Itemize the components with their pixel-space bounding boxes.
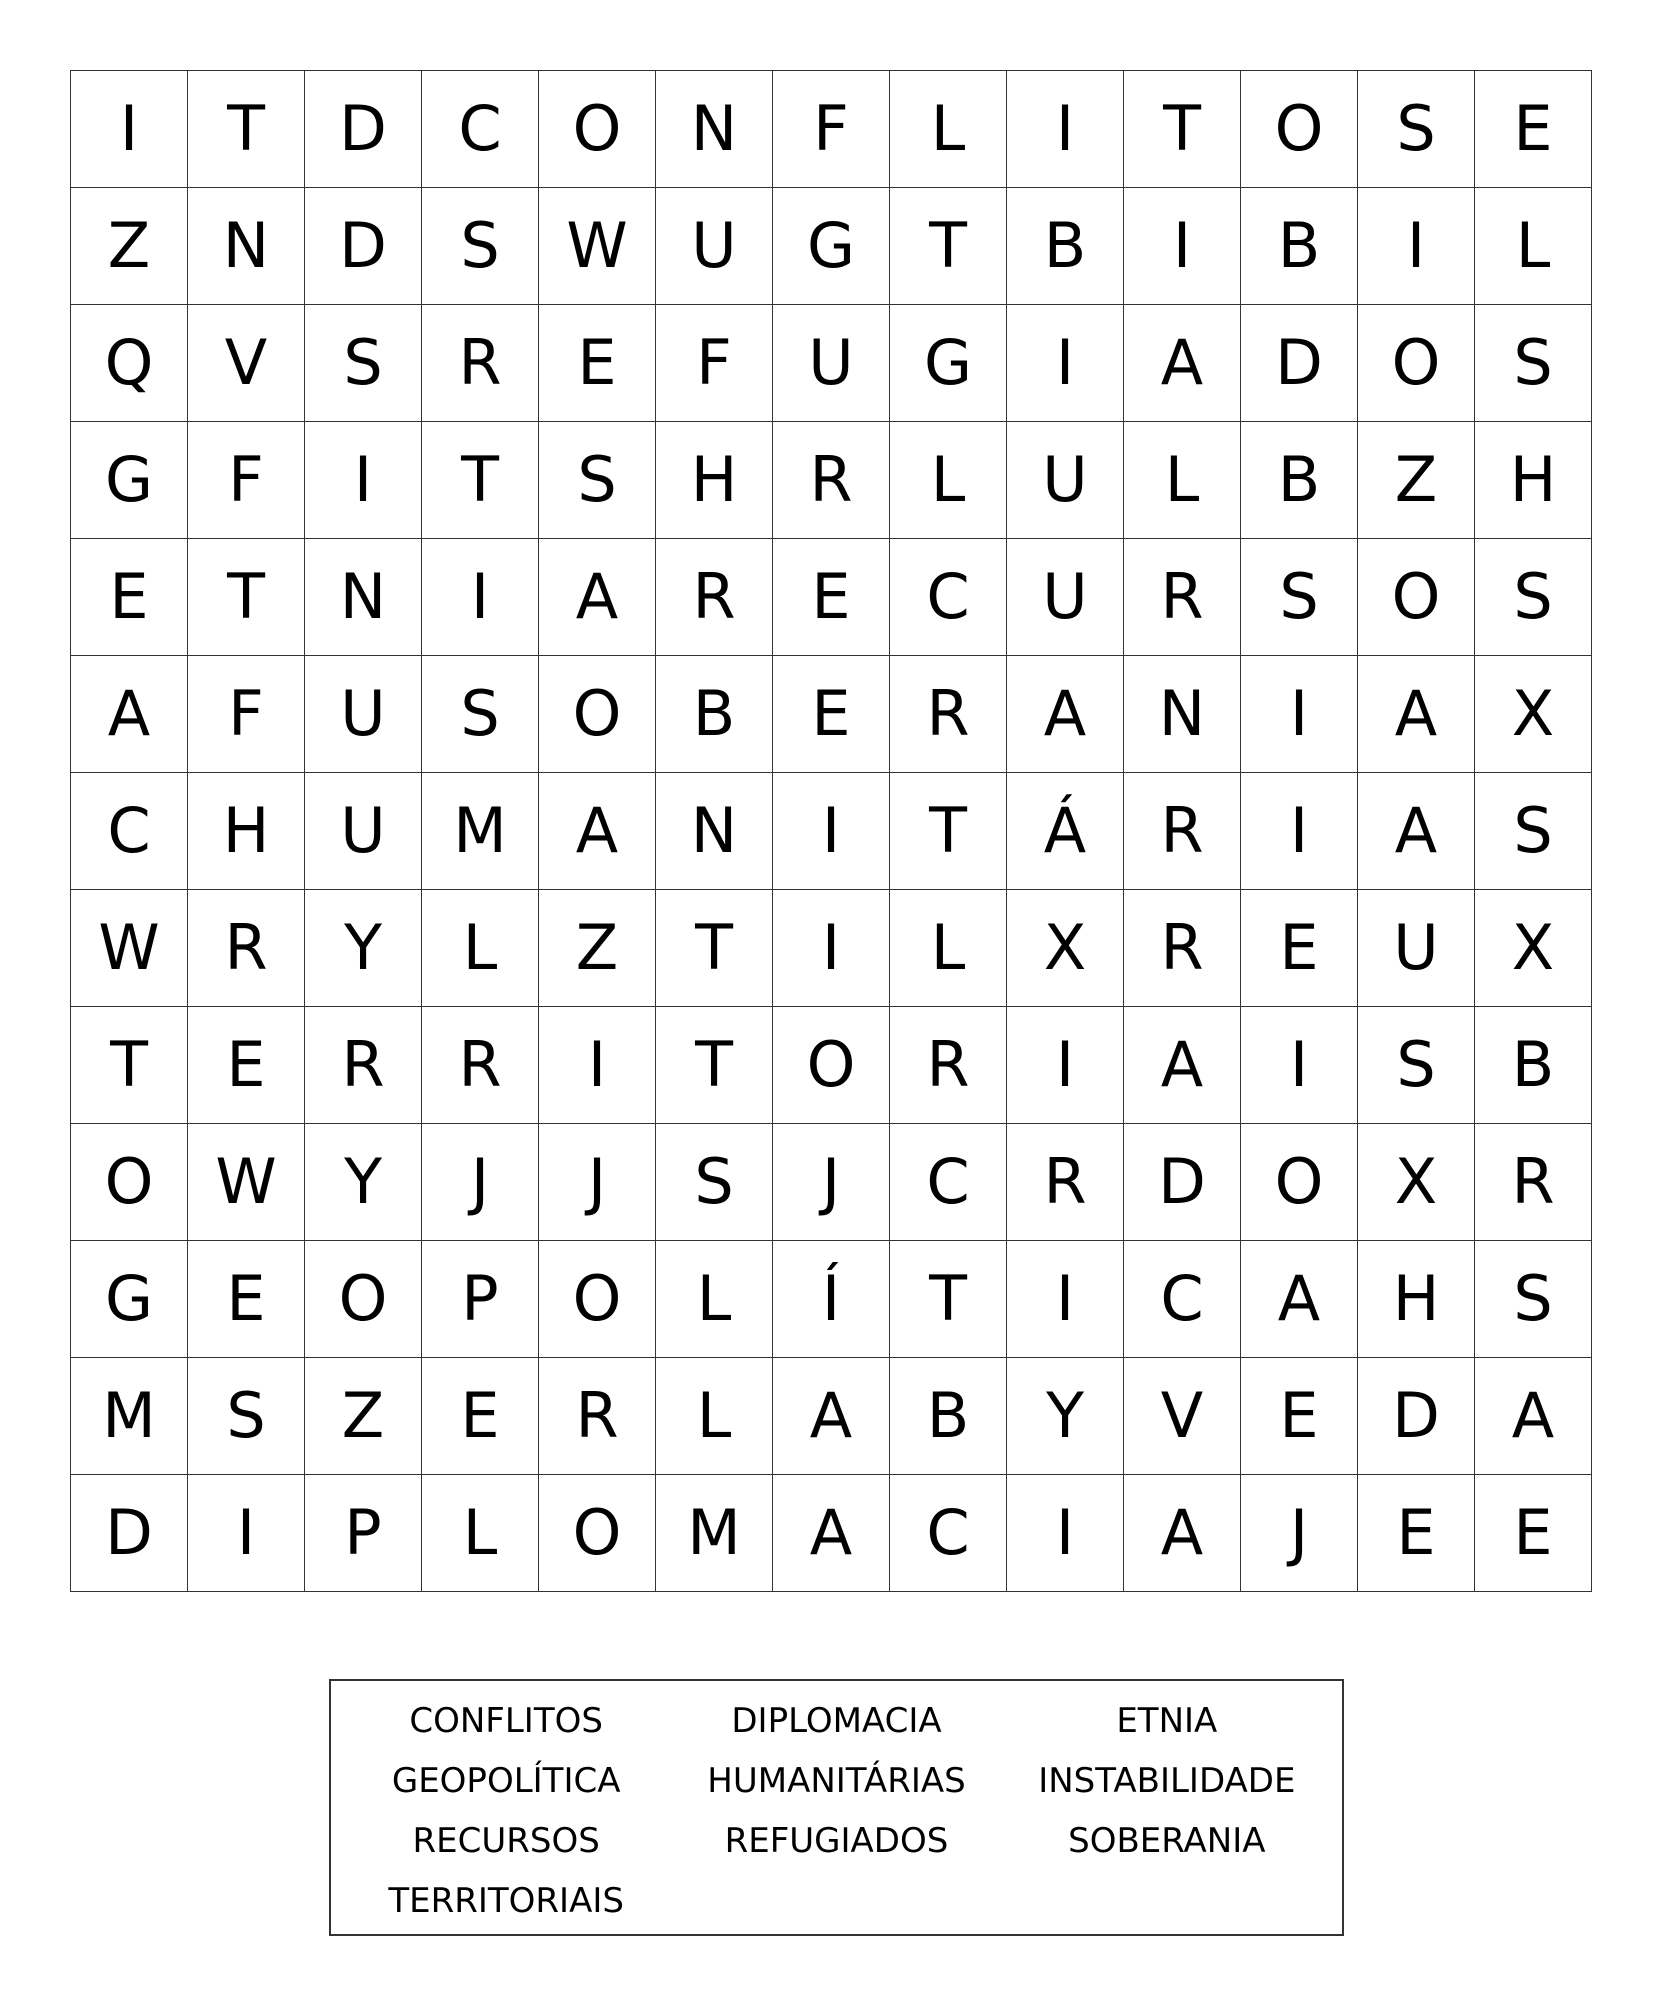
letter-cell[interactable]: I [1241, 656, 1358, 773]
letter-cell[interactable]: I [188, 1475, 305, 1592]
letter-cell[interactable]: G [890, 305, 1007, 422]
letter-cell[interactable]: R [539, 1358, 656, 1475]
letter-cell[interactable]: B [1007, 188, 1124, 305]
letter-cell[interactable]: T [656, 1007, 773, 1124]
word-bank-item: DIPLOMACIA [731, 1701, 942, 1741]
grid-row [71, 773, 1592, 890]
letter-cell[interactable]: T [656, 890, 773, 1007]
letter-cell[interactable]: R [305, 1007, 422, 1124]
letter-cell[interactable]: V [188, 305, 305, 422]
letter-cell[interactable]: A [1007, 656, 1124, 773]
letter-cell[interactable]: M [656, 1475, 773, 1592]
letter-cell[interactable]: S [305, 305, 422, 422]
letter-cell[interactable]: D [1241, 305, 1358, 422]
letter-cell[interactable]: A [773, 1475, 890, 1592]
letter-cell[interactable]: L [1475, 188, 1592, 305]
letter-cell[interactable]: F [188, 656, 305, 773]
letter-cell[interactable]: C [890, 539, 1007, 656]
letter-cell[interactable]: O [773, 1007, 890, 1124]
letter-cell[interactable]: N [656, 71, 773, 188]
letter-cell[interactable]: A [71, 656, 188, 773]
letter-cell[interactable]: I [1007, 1241, 1124, 1358]
letter-cell[interactable]: R [1124, 539, 1241, 656]
letter-cell[interactable]: E [71, 539, 188, 656]
letter-cell[interactable]: E [1475, 1475, 1592, 1592]
letter-cell[interactable]: T [422, 422, 539, 539]
letter-cell[interactable]: U [773, 305, 890, 422]
letter-cell[interactable]: Y [1007, 1358, 1124, 1475]
letter-cell[interactable]: R [773, 422, 890, 539]
grid-row [71, 539, 1592, 656]
letter-cell[interactable]: I [1241, 1007, 1358, 1124]
letter-cell[interactable]: Q [71, 305, 188, 422]
letter-cell[interactable]: B [1241, 188, 1358, 305]
letter-cell[interactable]: Í [773, 1241, 890, 1358]
letter-cell[interactable]: T [890, 773, 1007, 890]
letter-cell[interactable]: A [773, 1358, 890, 1475]
letter-cell[interactable]: L [422, 1475, 539, 1592]
letter-cell[interactable]: S [422, 188, 539, 305]
letter-cell[interactable]: A [1124, 1007, 1241, 1124]
letter-cell[interactable]: A [1124, 305, 1241, 422]
letter-cell[interactable]: Z [539, 890, 656, 1007]
word-bank-item: INSTABILIDADE [1038, 1761, 1296, 1801]
letter-cell[interactable]: B [1241, 422, 1358, 539]
letter-cell[interactable]: R [1475, 1124, 1592, 1241]
letter-cell[interactable]: R [1007, 1124, 1124, 1241]
letter-cell[interactable]: W [188, 1124, 305, 1241]
letter-cell[interactable]: R [422, 305, 539, 422]
letter-cell[interactable]: L [890, 890, 1007, 1007]
word-bank-item: REFUGIADOS [724, 1821, 949, 1861]
letter-cell[interactable]: G [71, 422, 188, 539]
letter-cell[interactable]: T [71, 1007, 188, 1124]
grid-row [71, 890, 1592, 1007]
letter-cell[interactable]: D [1124, 1124, 1241, 1241]
letter-cell[interactable]: B [656, 656, 773, 773]
grid-row [71, 1124, 1592, 1241]
letter-cell[interactable]: M [422, 773, 539, 890]
letter-cell[interactable]: I [305, 422, 422, 539]
letter-cell[interactable]: T [890, 1241, 1007, 1358]
letter-cell[interactable]: M [71, 1358, 188, 1475]
letter-cell[interactable]: R [656, 539, 773, 656]
letter-cell[interactable]: C [71, 773, 188, 890]
grid-row [71, 656, 1592, 773]
word-bank-item: GEOPOLÍTICA [391, 1761, 621, 1801]
letter-cell[interactable]: E [539, 305, 656, 422]
letter-cell[interactable]: J [1241, 1475, 1358, 1592]
letter-cell[interactable]: L [656, 1241, 773, 1358]
word-bank-item: HUMANITÁRIAS [707, 1761, 966, 1801]
letter-cell[interactable]: O [539, 1475, 656, 1592]
letter-cell[interactable]: L [656, 1358, 773, 1475]
grid-row [71, 188, 1592, 305]
letter-cell[interactable]: F [188, 422, 305, 539]
letter-cell[interactable]: C [422, 71, 539, 188]
letter-cell[interactable]: J [422, 1124, 539, 1241]
word-bank-item: SOBERANIA [1068, 1821, 1266, 1861]
letter-cell[interactable]: L [422, 890, 539, 1007]
letter-cell[interactable]: H [188, 773, 305, 890]
letter-cell[interactable]: S [422, 656, 539, 773]
grid-row [71, 1475, 1592, 1592]
letter-grid [70, 70, 1592, 1592]
letter-cell[interactable]: H [656, 422, 773, 539]
letter-cell[interactable]: X [1358, 1124, 1475, 1241]
letter-cell[interactable]: G [773, 188, 890, 305]
letter-cell[interactable]: C [890, 1124, 1007, 1241]
letter-cell[interactable]: L [890, 71, 1007, 188]
letter-cell[interactable]: F [656, 305, 773, 422]
letter-cell[interactable]: A [1358, 773, 1475, 890]
letter-cell[interactable]: W [71, 890, 188, 1007]
grid-row [71, 1007, 1592, 1124]
letter-cell[interactable]: U [1007, 422, 1124, 539]
letter-cell[interactable]: I [773, 890, 890, 1007]
letter-cell[interactable]: O [71, 1124, 188, 1241]
word-bank-item: RECURSOS [412, 1821, 600, 1861]
letter-cell[interactable]: Z [305, 1358, 422, 1475]
letter-cell[interactable]: O [305, 1241, 422, 1358]
letter-cell[interactable]: L [1124, 422, 1241, 539]
letter-cell[interactable]: I [1007, 1475, 1124, 1592]
letter-cell[interactable]: I [1124, 188, 1241, 305]
letter-cell[interactable]: U [1358, 890, 1475, 1007]
letter-cell[interactable]: X [1007, 890, 1124, 1007]
letter-cell[interactable]: O [1241, 71, 1358, 188]
letter-cell[interactable]: I [1241, 773, 1358, 890]
letter-cell[interactable]: R [1124, 890, 1241, 1007]
letter-cell[interactable]: G [71, 1241, 188, 1358]
letter-cell[interactable]: R [890, 1007, 1007, 1124]
letter-cell[interactable]: E [773, 539, 890, 656]
letter-cell[interactable]: R [188, 890, 305, 1007]
letter-cell[interactable]: N [188, 188, 305, 305]
letter-cell[interactable]: O [1241, 1124, 1358, 1241]
word-bank-item: ETNIA [1116, 1701, 1218, 1741]
letter-cell[interactable]: P [422, 1241, 539, 1358]
letter-cell[interactable]: D [305, 188, 422, 305]
letter-cell[interactable]: S [1358, 71, 1475, 188]
letter-cell[interactable]: A [1475, 1358, 1592, 1475]
letter-cell[interactable]: U [656, 188, 773, 305]
letter-cell[interactable]: Á [1007, 773, 1124, 890]
letter-cell[interactable]: T [1124, 71, 1241, 188]
letter-cell[interactable]: E [773, 656, 890, 773]
grid-row [71, 1241, 1592, 1358]
letter-cell[interactable]: E [1241, 890, 1358, 1007]
letter-cell[interactable]: E [1241, 1358, 1358, 1475]
letter-cell[interactable]: O [539, 656, 656, 773]
letter-cell[interactable]: S [1358, 1007, 1475, 1124]
letter-cell[interactable]: R [890, 656, 1007, 773]
letter-cell[interactable]: S [188, 1358, 305, 1475]
letter-cell[interactable]: S [1475, 773, 1592, 890]
letter-cell[interactable]: Y [305, 890, 422, 1007]
letter-cell[interactable]: I [1358, 188, 1475, 305]
grid-row [71, 1358, 1592, 1475]
letter-cell[interactable]: V [1124, 1358, 1241, 1475]
letter-cell[interactable]: Z [1358, 422, 1475, 539]
letter-cell[interactable]: N [1124, 656, 1241, 773]
letter-cell[interactable]: E [188, 1007, 305, 1124]
letter-cell[interactable]: D [305, 71, 422, 188]
letter-cell[interactable]: A [1358, 656, 1475, 773]
letter-cell[interactable]: I [422, 539, 539, 656]
letter-cell[interactable]: I [1007, 71, 1124, 188]
letter-cell[interactable]: H [1475, 422, 1592, 539]
letter-cell[interactable]: I [1007, 305, 1124, 422]
letter-cell[interactable]: O [1358, 539, 1475, 656]
letter-cell[interactable]: C [890, 1475, 1007, 1592]
letter-cell[interactable]: Y [305, 1124, 422, 1241]
letter-cell[interactable]: L [890, 422, 1007, 539]
letter-cell[interactable]: J [773, 1124, 890, 1241]
letter-cell[interactable]: E [1358, 1475, 1475, 1592]
grid-row [71, 71, 1592, 188]
letter-cell[interactable]: S [1475, 539, 1592, 656]
letter-cell[interactable]: A [539, 773, 656, 890]
letter-cell[interactable]: S [656, 1124, 773, 1241]
letter-cell[interactable]: C [1124, 1241, 1241, 1358]
letter-cell[interactable]: U [305, 773, 422, 890]
letter-cell[interactable]: E [188, 1241, 305, 1358]
letter-cell[interactable]: I [539, 1007, 656, 1124]
letter-cell[interactable]: S [1241, 539, 1358, 656]
letter-cell[interactable]: I [71, 71, 188, 188]
letter-cell[interactable]: U [1007, 539, 1124, 656]
letter-cell[interactable]: X [1475, 656, 1592, 773]
letter-cell[interactable]: S [1475, 305, 1592, 422]
letter-cell[interactable]: A [1124, 1475, 1241, 1592]
letter-cell[interactable]: Z [71, 188, 188, 305]
grid-row [71, 422, 1592, 539]
letter-cell[interactable]: U [305, 656, 422, 773]
letter-cell[interactable]: I [1007, 1007, 1124, 1124]
letter-cell[interactable]: T [188, 539, 305, 656]
letter-cell[interactable]: S [539, 422, 656, 539]
letter-cell[interactable]: D [1358, 1358, 1475, 1475]
letter-cell[interactable]: T [890, 188, 1007, 305]
letter-cell[interactable]: R [1124, 773, 1241, 890]
word-bank-item: CONFLITOS [409, 1701, 603, 1741]
letter-cell[interactable]: F [773, 71, 890, 188]
letter-cell[interactable]: J [539, 1124, 656, 1241]
letter-cell[interactable]: D [71, 1475, 188, 1592]
grid-row [71, 305, 1592, 422]
letter-cell[interactable]: B [890, 1358, 1007, 1475]
word-bank-item: TERRITORIAIS [388, 1881, 624, 1921]
letter-cell[interactable]: T [188, 71, 305, 188]
letter-cell[interactable]: H [1358, 1241, 1475, 1358]
letter-cell[interactable]: A [539, 539, 656, 656]
letter-cell[interactable]: N [305, 539, 422, 656]
letter-cell[interactable]: O [1358, 305, 1475, 422]
letter-cell[interactable]: E [422, 1358, 539, 1475]
letter-cell[interactable]: P [305, 1475, 422, 1592]
letter-cell[interactable]: N [656, 773, 773, 890]
letter-cell[interactable]: R [422, 1007, 539, 1124]
letter-cell[interactable]: O [539, 1241, 656, 1358]
word-bank [329, 1679, 1344, 1936]
letter-cell[interactable]: X [1475, 890, 1592, 1007]
letter-cell[interactable]: E [1475, 71, 1592, 188]
letter-cell[interactable]: I [773, 773, 890, 890]
letter-cell[interactable]: W [539, 188, 656, 305]
letter-cell[interactable]: A [1241, 1241, 1358, 1358]
letter-cell[interactable]: O [539, 71, 656, 188]
letter-cell[interactable]: B [1475, 1007, 1592, 1124]
letter-cell[interactable]: S [1475, 1241, 1592, 1358]
